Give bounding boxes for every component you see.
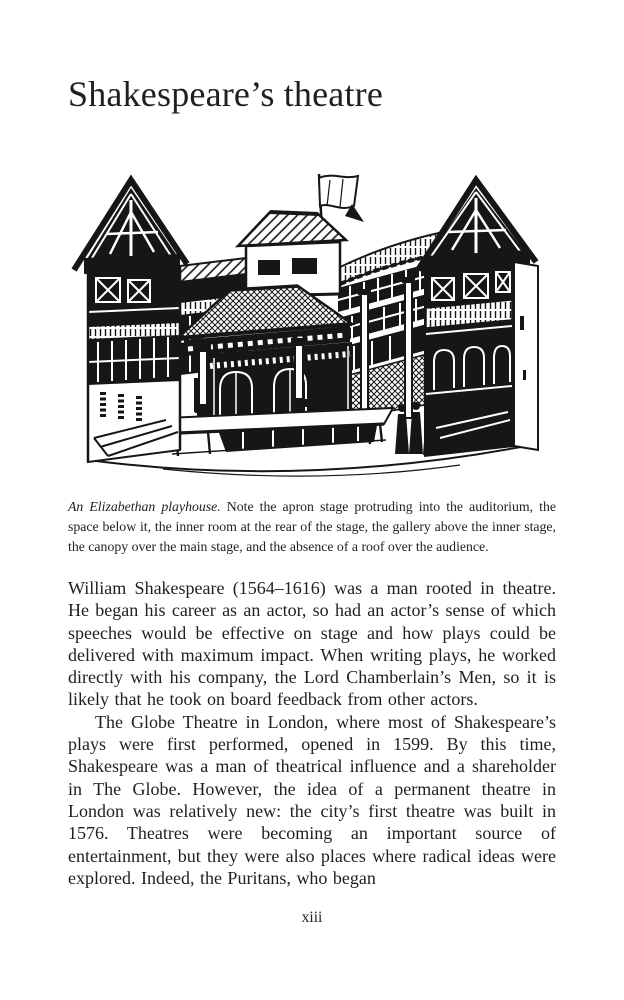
left-tower [74,180,187,462]
page-number: xiii [301,909,323,927]
playhouse-figure [68,166,556,557]
caption-lead: An Elizabethan playhouse. [68,499,221,514]
right-tower [418,180,538,456]
figure-caption [68,497,556,557]
playhouse-illustration [68,166,552,490]
yard-figures [395,402,437,455]
stage-hut [238,212,346,296]
page-title: Shakespeare’s theatre [68,74,384,114]
caption-body: Note the apron stage protruding into the auditorium, the space below it, the inner room at the rear of the stage, the gallery above the inner stage, the canopy over the main stage, and the absence of a roof over the audience. [68,499,556,554]
paragraph-1: William Shakespeare (1564–1616) was a man rooted in theatre. He began his career as an actor, so had an actor’s sense of which speeches would be effective on stage and how plays could be delivered with maximum impact. When writing plays, he worked directly with his company, the Lord Chamberlain’s Men, so it is likely that he took on board feedback from other actors. [68,578,556,710]
paragraph-2: The Globe Theatre in London, where most of Shakespeare’s plays were first performed, opened in 1599. By this time, Shakespeare was a man of theatrical influence and a shareholder in The Globe. However, the idea of a permanent theatre in London was relatively new: the city’s first theatre was built in 1576. Theatres were becoming an important source of entertainment, but they were also places where radical ideas were explored. Indeed, the Puritans, who began [68,711,556,888]
